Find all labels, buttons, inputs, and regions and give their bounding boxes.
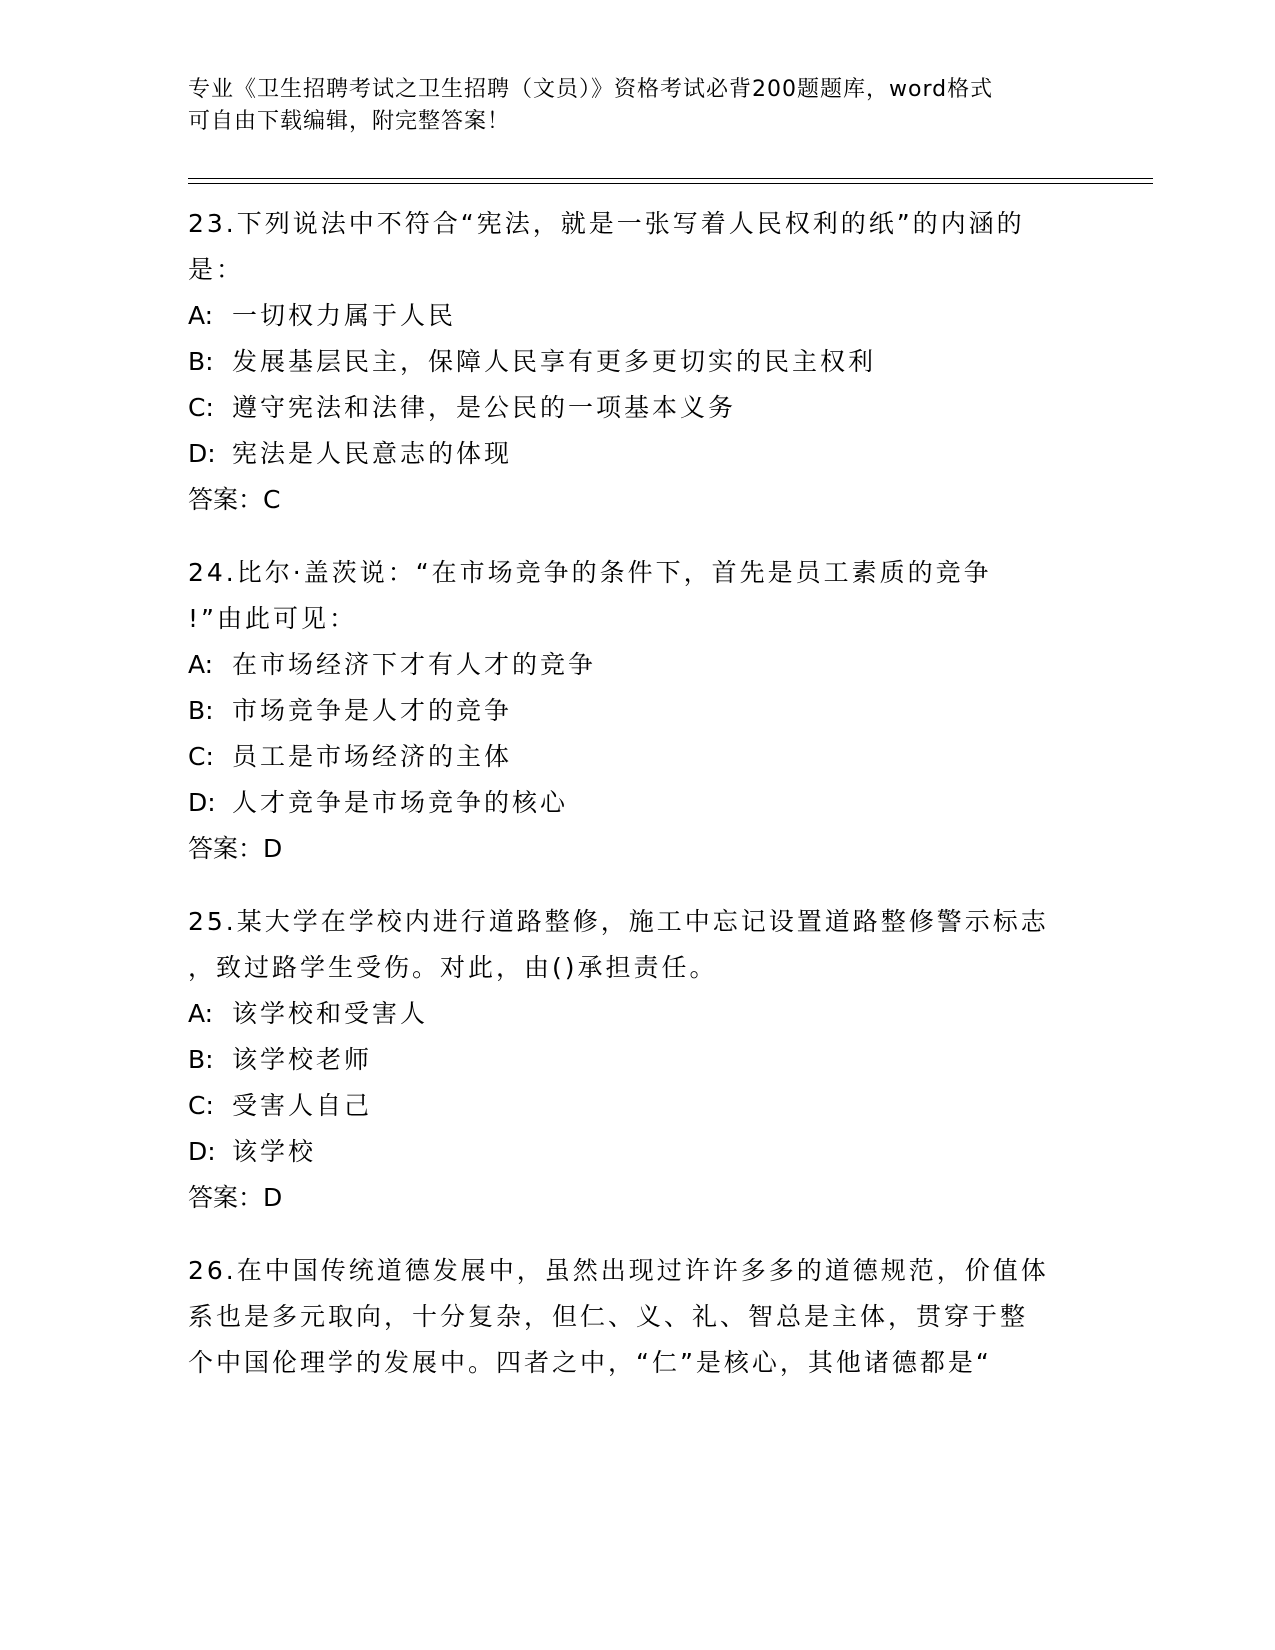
- option-b: [188, 339, 1088, 385]
- option-letter: D:: [188, 439, 216, 468]
- header-divider-bottom: [188, 183, 1153, 184]
- option-letter: B:: [188, 696, 214, 725]
- question-stem-line: 26.在中国传统道德发展中，虽然出现过许许多多的道德规范，价值体: [188, 1256, 1049, 1285]
- question-stem-line: 25.某大学在学校内进行道路整修，施工中忘记设置道路整修警示标志: [188, 907, 1049, 936]
- question-25: [188, 899, 1088, 1221]
- question-stem-line: !”由此可见：: [188, 604, 357, 633]
- answer-label: 答案：: [188, 485, 264, 514]
- option-text: 发展基层民主，保障人民享有更多更切实的民主权利: [232, 347, 877, 376]
- answer-label: 答案：: [188, 834, 264, 863]
- option-a: [188, 642, 1088, 688]
- option-b: [188, 688, 1088, 734]
- option-text: 在市场经济下才有人才的竞争: [232, 650, 597, 679]
- document-header: [188, 74, 1088, 138]
- header-line-1: 专业《卫生招聘考试之卫生招聘（文员）》资格考试必背200题题库，word格式: [188, 77, 994, 102]
- option-a: [188, 293, 1088, 339]
- option-letter: A:: [188, 999, 214, 1028]
- option-letter: A:: [188, 650, 214, 679]
- option-text: 该学校: [232, 1137, 317, 1166]
- question-24: [188, 550, 1088, 872]
- option-text: 遵守宪法和法律，是公民的一项基本义务: [232, 393, 737, 422]
- option-c: [188, 385, 1088, 431]
- question-stem-line: 23.下列说法中不符合“宪法，就是一张写着人民权利的纸”的内涵的: [188, 209, 1025, 238]
- option-letter: B:: [188, 1045, 214, 1074]
- option-text: 该学校和受害人: [232, 999, 429, 1028]
- answer-value: D: [263, 1183, 283, 1212]
- answer-line: [188, 477, 1088, 523]
- option-letter: C:: [188, 1091, 214, 1120]
- option-d: [188, 1129, 1088, 1175]
- option-text: 市场竞争是人才的竞争: [232, 696, 513, 725]
- question-stem-line: 系也是多元取向，十分复杂，但仁、义、礼、智总是主体，贯穿于整: [188, 1302, 1029, 1331]
- option-b: [188, 1037, 1088, 1083]
- option-letter: C:: [188, 393, 214, 422]
- question-23: [188, 201, 1088, 523]
- option-a: [188, 991, 1088, 1037]
- option-text: 该学校老师: [232, 1045, 373, 1074]
- header-line-2: 可自由下载编辑，附完整答案！: [188, 109, 511, 134]
- option-letter: C:: [188, 742, 214, 771]
- option-text: 员工是市场经济的主体: [232, 742, 513, 771]
- option-letter: A:: [188, 301, 214, 330]
- option-c: [188, 1083, 1088, 1129]
- question-stem-line: 24.比尔·盖茨说：“在市场竞争的条件下，首先是员工素质的竞争: [188, 558, 992, 587]
- option-letter: D:: [188, 788, 216, 817]
- answer-line: [188, 826, 1088, 872]
- option-letter: B:: [188, 347, 214, 376]
- answer-value: C: [263, 485, 281, 514]
- option-c: [188, 734, 1088, 780]
- option-text: 人才竞争是市场竞争的核心: [232, 788, 569, 817]
- answer-label: 答案：: [188, 1183, 264, 1212]
- option-text: 一切权力属于人民: [232, 301, 457, 330]
- question-stem-line: 是：: [188, 255, 245, 284]
- header-divider-top: [188, 178, 1153, 179]
- question-26: [188, 1248, 1088, 1386]
- option-d: [188, 431, 1088, 477]
- answer-value: D: [263, 834, 283, 863]
- option-text: 宪法是人民意志的体现: [232, 439, 513, 468]
- question-stem-line: ，致过路学生受伤。对此，由()承担责任。: [188, 953, 718, 982]
- question-stem-line: 个中国伦理学的发展中。四者之中，“仁”是核心，其他诸德都是“: [188, 1348, 992, 1377]
- option-letter: D:: [188, 1137, 216, 1166]
- answer-line: [188, 1175, 1088, 1221]
- option-d: [188, 780, 1088, 826]
- option-text: 受害人自己: [232, 1091, 373, 1120]
